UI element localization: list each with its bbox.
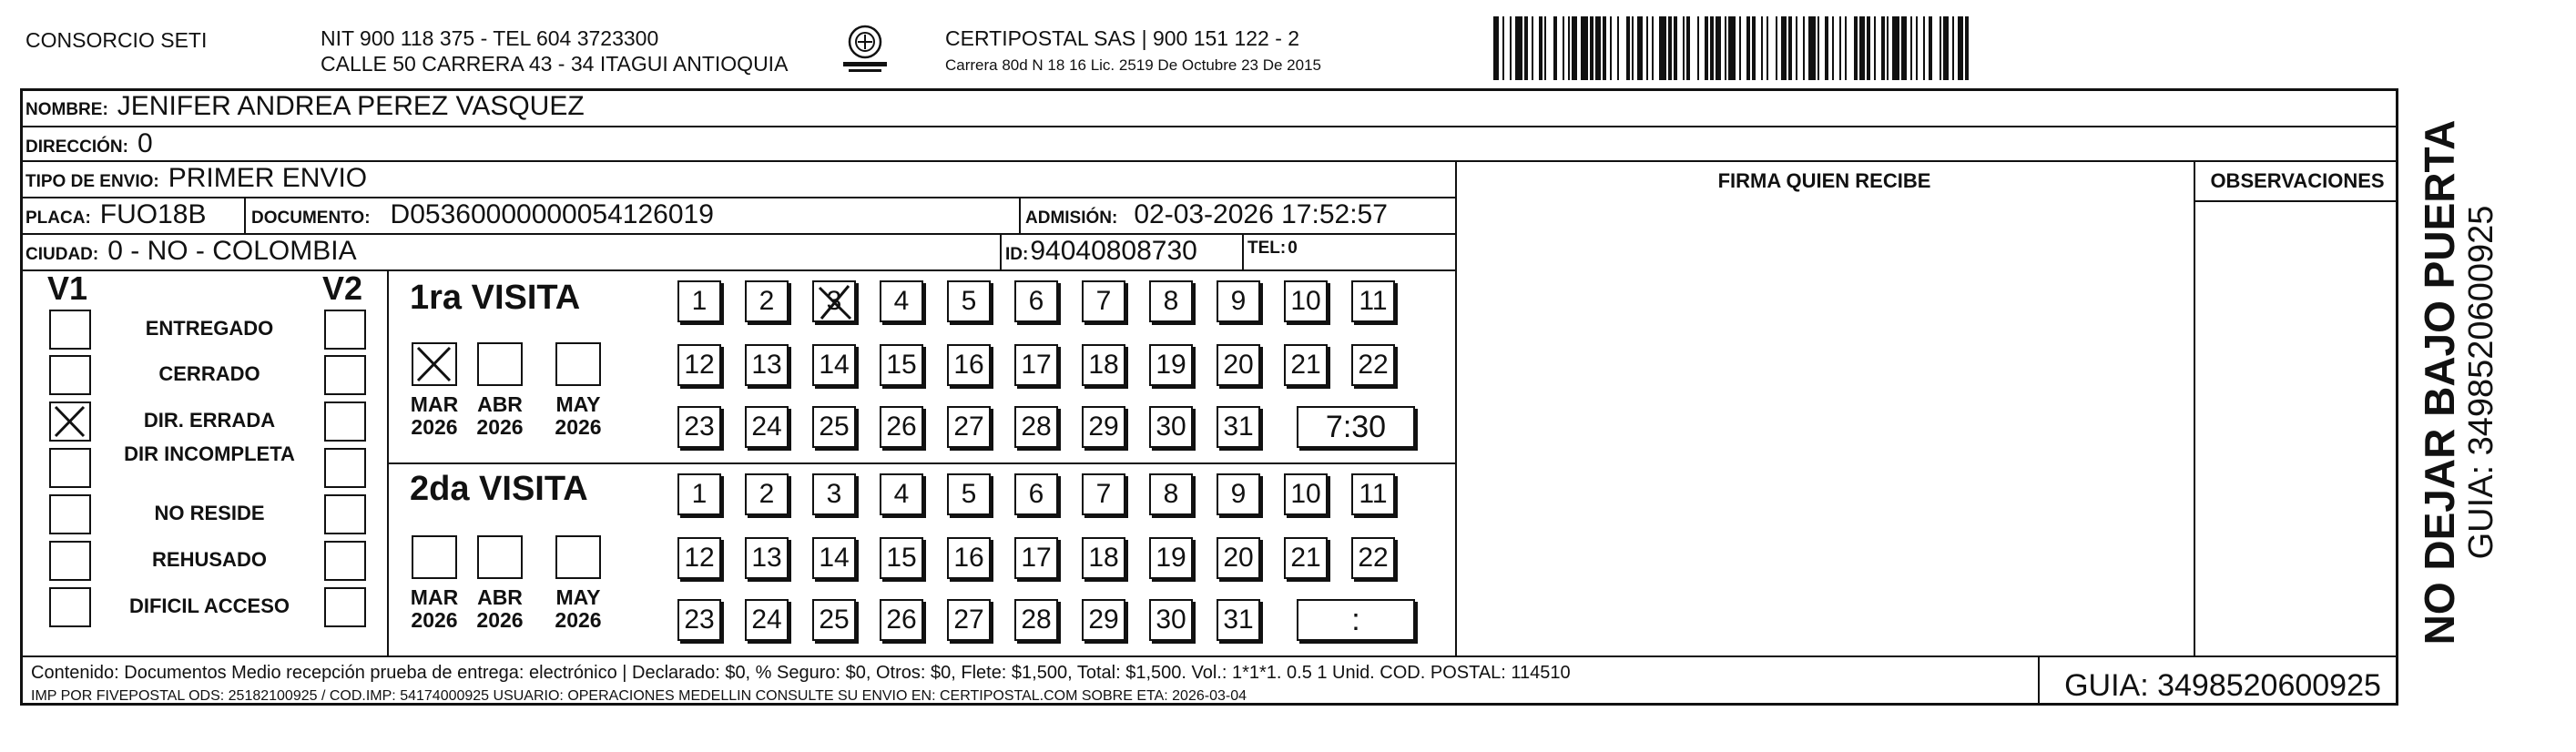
month-checkbox[interactable] [555,342,601,386]
time-box[interactable]: 7:30 [1297,406,1415,448]
direccion-label: DIRECCIÓN: [25,137,128,157]
nombre-field [25,91,585,122]
day-box[interactable]: 5 [947,280,991,322]
day-box[interactable]: 20 [1217,537,1260,579]
status-label: DIR. ERRADA [143,409,276,432]
day-box[interactable]: 28 [1014,599,1058,641]
v1-checkbox[interactable] [49,494,91,534]
day-box[interactable]: 9 [1217,473,1260,515]
day-box[interactable]: 31 [1217,599,1260,641]
nombre-value: JENIFER ANDREA PEREZ VASQUEZ [117,91,585,121]
month-checkbox[interactable] [412,535,457,579]
v2-checkbox[interactable] [324,401,366,442]
status-label: NO RESIDE [154,502,265,524]
day-box[interactable]: 23 [677,406,721,448]
documento-label: DOCUMENTO: [251,208,371,228]
day-box[interactable]: 4 [880,280,923,322]
day-box[interactable]: 23 [677,599,721,641]
v1-checkbox[interactable] [49,355,91,395]
day-box[interactable]: 25 [812,406,856,448]
admision-value: 02-03-2026 17:52:57 [1134,199,1388,229]
status-label: DIFICIL ACCESO [128,594,290,617]
footer-guia: GUIA: 3498520600925 [2064,668,2381,703]
day-box[interactable]: 24 [745,406,789,448]
day-box[interactable]: 6 [1014,473,1058,515]
footer-imp: IMP POR FIVEPOSTAL ODS: 25182100925 / COD.IMP: 54174000925 USUARIO: OPERACIONES MEDELLIN CONSULTE SU ENVIO EN: CERTIPOSTAL.COM SOBRE ETA: 2026-03-04 [31,688,1247,704]
v2-checkbox[interactable] [324,541,366,581]
day-box[interactable]: 8 [1149,280,1193,322]
license-line: Carrera 80d N 18 16 Lic. 2519 De Octubre 23 De 2015 [945,56,1321,74]
day-box[interactable]: 7 [1082,473,1125,515]
v1-checkbox[interactable] [49,310,91,350]
side-guia: GUIA: 3498520600925 [2461,205,2500,560]
documento-value: D05360000000054126019 [390,199,714,229]
nit-line: NIT 900 118 375 - TEL 604 3723300 [321,26,659,50]
status-label: DIR INCOMPLETA [124,442,295,465]
day-box[interactable]: 20 [1217,344,1260,386]
barcode-icon [1493,16,2222,80]
placa-field [25,199,207,230]
footer-contenido: Contenido: Documentos Medio recepción prueba de entrega: electrónico | Declarado: $0, % Seguro: $0, Otros: $0, Flete: $1,500, Total: $1,500. Vol.: 1*1*1. 0.5 1 Unid. COD. POSTAL: 114510 [31,663,1571,683]
day-box[interactable]: 27 [947,406,991,448]
month-label: ABR 2026 [476,585,524,633]
id-value: 94040808730 [1030,236,1197,266]
day-box[interactable]: 12 [677,344,721,386]
day-box[interactable]: 22 [1351,344,1395,386]
day-box[interactable]: 10 [1284,473,1328,515]
v1-checkbox[interactable] [49,401,91,442]
month-checkbox[interactable] [477,342,523,386]
month-checkbox[interactable] [555,535,601,579]
month-checkbox[interactable] [477,535,523,579]
tipo-envio-value: PRIMER ENVIO [168,163,368,193]
month-label: MAR 2026 [410,585,459,633]
v2-checkbox[interactable] [324,587,366,627]
tipo-envio-label: TIPO DE ENVIO: [25,172,159,191]
day-box[interactable]: 16 [947,537,991,579]
v2-checkbox[interactable] [324,494,366,534]
status-label: REHUSADO [152,548,267,571]
v1-checkbox[interactable] [49,541,91,581]
documento-field [251,199,714,230]
day-box[interactable]: 28 [1014,406,1058,448]
day-box[interactable]: 3 [812,473,856,515]
side-note [2404,118,2513,646]
month-label: ABR 2026 [476,392,524,440]
day-box[interactable]: 18 [1082,344,1125,386]
observaciones-header: OBSERVACIONES [2210,169,2385,192]
v2-checkbox[interactable] [324,310,366,350]
day-box[interactable]: 16 [947,344,991,386]
day-box[interactable]: 14 [812,344,856,386]
day-box[interactable]: 1 [677,473,721,515]
day-box[interactable]: 19 [1149,537,1193,579]
visit1-title: 1ra VISITA [410,279,581,317]
day-box[interactable]: 13 [745,537,789,579]
day-box[interactable]: 5 [947,473,991,515]
day-box[interactable]: 19 [1149,344,1193,386]
day-box[interactable]: 17 [1014,537,1058,579]
v2-header: V2 [322,269,363,307]
day-box[interactable]: 3 [812,280,856,322]
admision-label: ADMISIÓN: [1025,208,1118,228]
status-label: ENTREGADO [145,317,274,340]
placa-label: PLACA: [25,208,91,228]
day-box[interactable]: 30 [1149,406,1193,448]
ciudad-value: 0 - NO - COLOMBIA [107,236,357,266]
day-box[interactable]: 15 [880,537,923,579]
day-box[interactable]: 15 [880,344,923,386]
id-label: ID: [1005,245,1029,264]
month-checkbox[interactable] [412,342,457,386]
observaciones-area[interactable] [2195,202,2398,654]
v1-checkbox[interactable] [49,587,91,627]
v1-checkbox[interactable] [49,448,91,488]
v2-checkbox[interactable] [324,355,366,395]
day-box[interactable]: 31 [1217,406,1260,448]
admision-field [1025,199,1388,230]
address-line: CALLE 50 CARRERA 43 - 34 ITAGUI ANTIOQUIA [321,52,789,76]
tel-value: 0 [1288,239,1298,258]
day-box[interactable]: 26 [880,406,923,448]
day-box[interactable]: 2 [745,280,789,322]
v2-checkbox[interactable] [324,448,366,488]
company-name: CONSORCIO SETI [25,28,208,52]
nombre-label: NOMBRE: [25,100,108,119]
ciudad-label: CIUDAD: [25,245,99,264]
day-box[interactable]: 8 [1149,473,1193,515]
day-box[interactable]: 6 [1014,280,1058,322]
day-box[interactable]: 18 [1082,537,1125,579]
day-box[interactable]: 25 [812,599,856,641]
side-warning: NO DEJAR BAJO PUERTA [2415,119,2463,645]
day-box[interactable]: 2 [745,473,789,515]
day-box[interactable]: 29 [1082,406,1125,448]
status-label: CERRADO [158,362,260,385]
day-box[interactable]: 22 [1351,537,1395,579]
day-box[interactable]: 26 [880,599,923,641]
time-box[interactable]: : [1297,599,1415,641]
id-field [1005,236,1197,267]
day-box[interactable]: 13 [745,344,789,386]
day-box[interactable]: 29 [1082,599,1125,641]
firma-header: FIRMA QUIEN RECIBE [1717,169,1931,192]
day-box[interactable]: 7 [1082,280,1125,322]
day-box[interactable]: 10 [1284,280,1328,322]
firma-signature-area[interactable] [1457,202,2192,654]
day-box[interactable]: 30 [1149,599,1193,641]
placa-value: FUO18B [99,199,207,229]
direccion-value: 0 [137,128,153,158]
day-box[interactable]: 24 [745,599,789,641]
certipostal-line: CERTIPOSTAL SAS | 900 151 122 - 2 [945,26,1300,50]
direccion-field [25,128,153,159]
day-box[interactable]: 4 [880,473,923,515]
tel-label: TEL: [1247,239,1287,258]
v1-header: V1 [47,269,88,307]
day-box[interactable]: 1 [677,280,721,322]
day-box[interactable]: 11 [1351,280,1395,322]
day-box[interactable]: 27 [947,599,991,641]
day-box[interactable]: 12 [677,537,721,579]
month-label: MAY 2026 [555,585,602,633]
visit2-title: 2da VISITA [410,470,588,508]
day-box[interactable]: 17 [1014,344,1058,386]
month-label: MAR 2026 [410,392,459,440]
day-box[interactable]: 21 [1284,537,1328,579]
certipostal-logo-icon [838,24,892,78]
day-box[interactable]: 9 [1217,280,1260,322]
day-box[interactable]: 11 [1351,473,1395,515]
day-box[interactable]: 14 [812,537,856,579]
tipo-envio-field [25,163,367,194]
tel-field [1247,239,1298,259]
day-box[interactable]: 21 [1284,344,1328,386]
ciudad-field [25,236,357,267]
month-label: MAY 2026 [555,392,602,440]
